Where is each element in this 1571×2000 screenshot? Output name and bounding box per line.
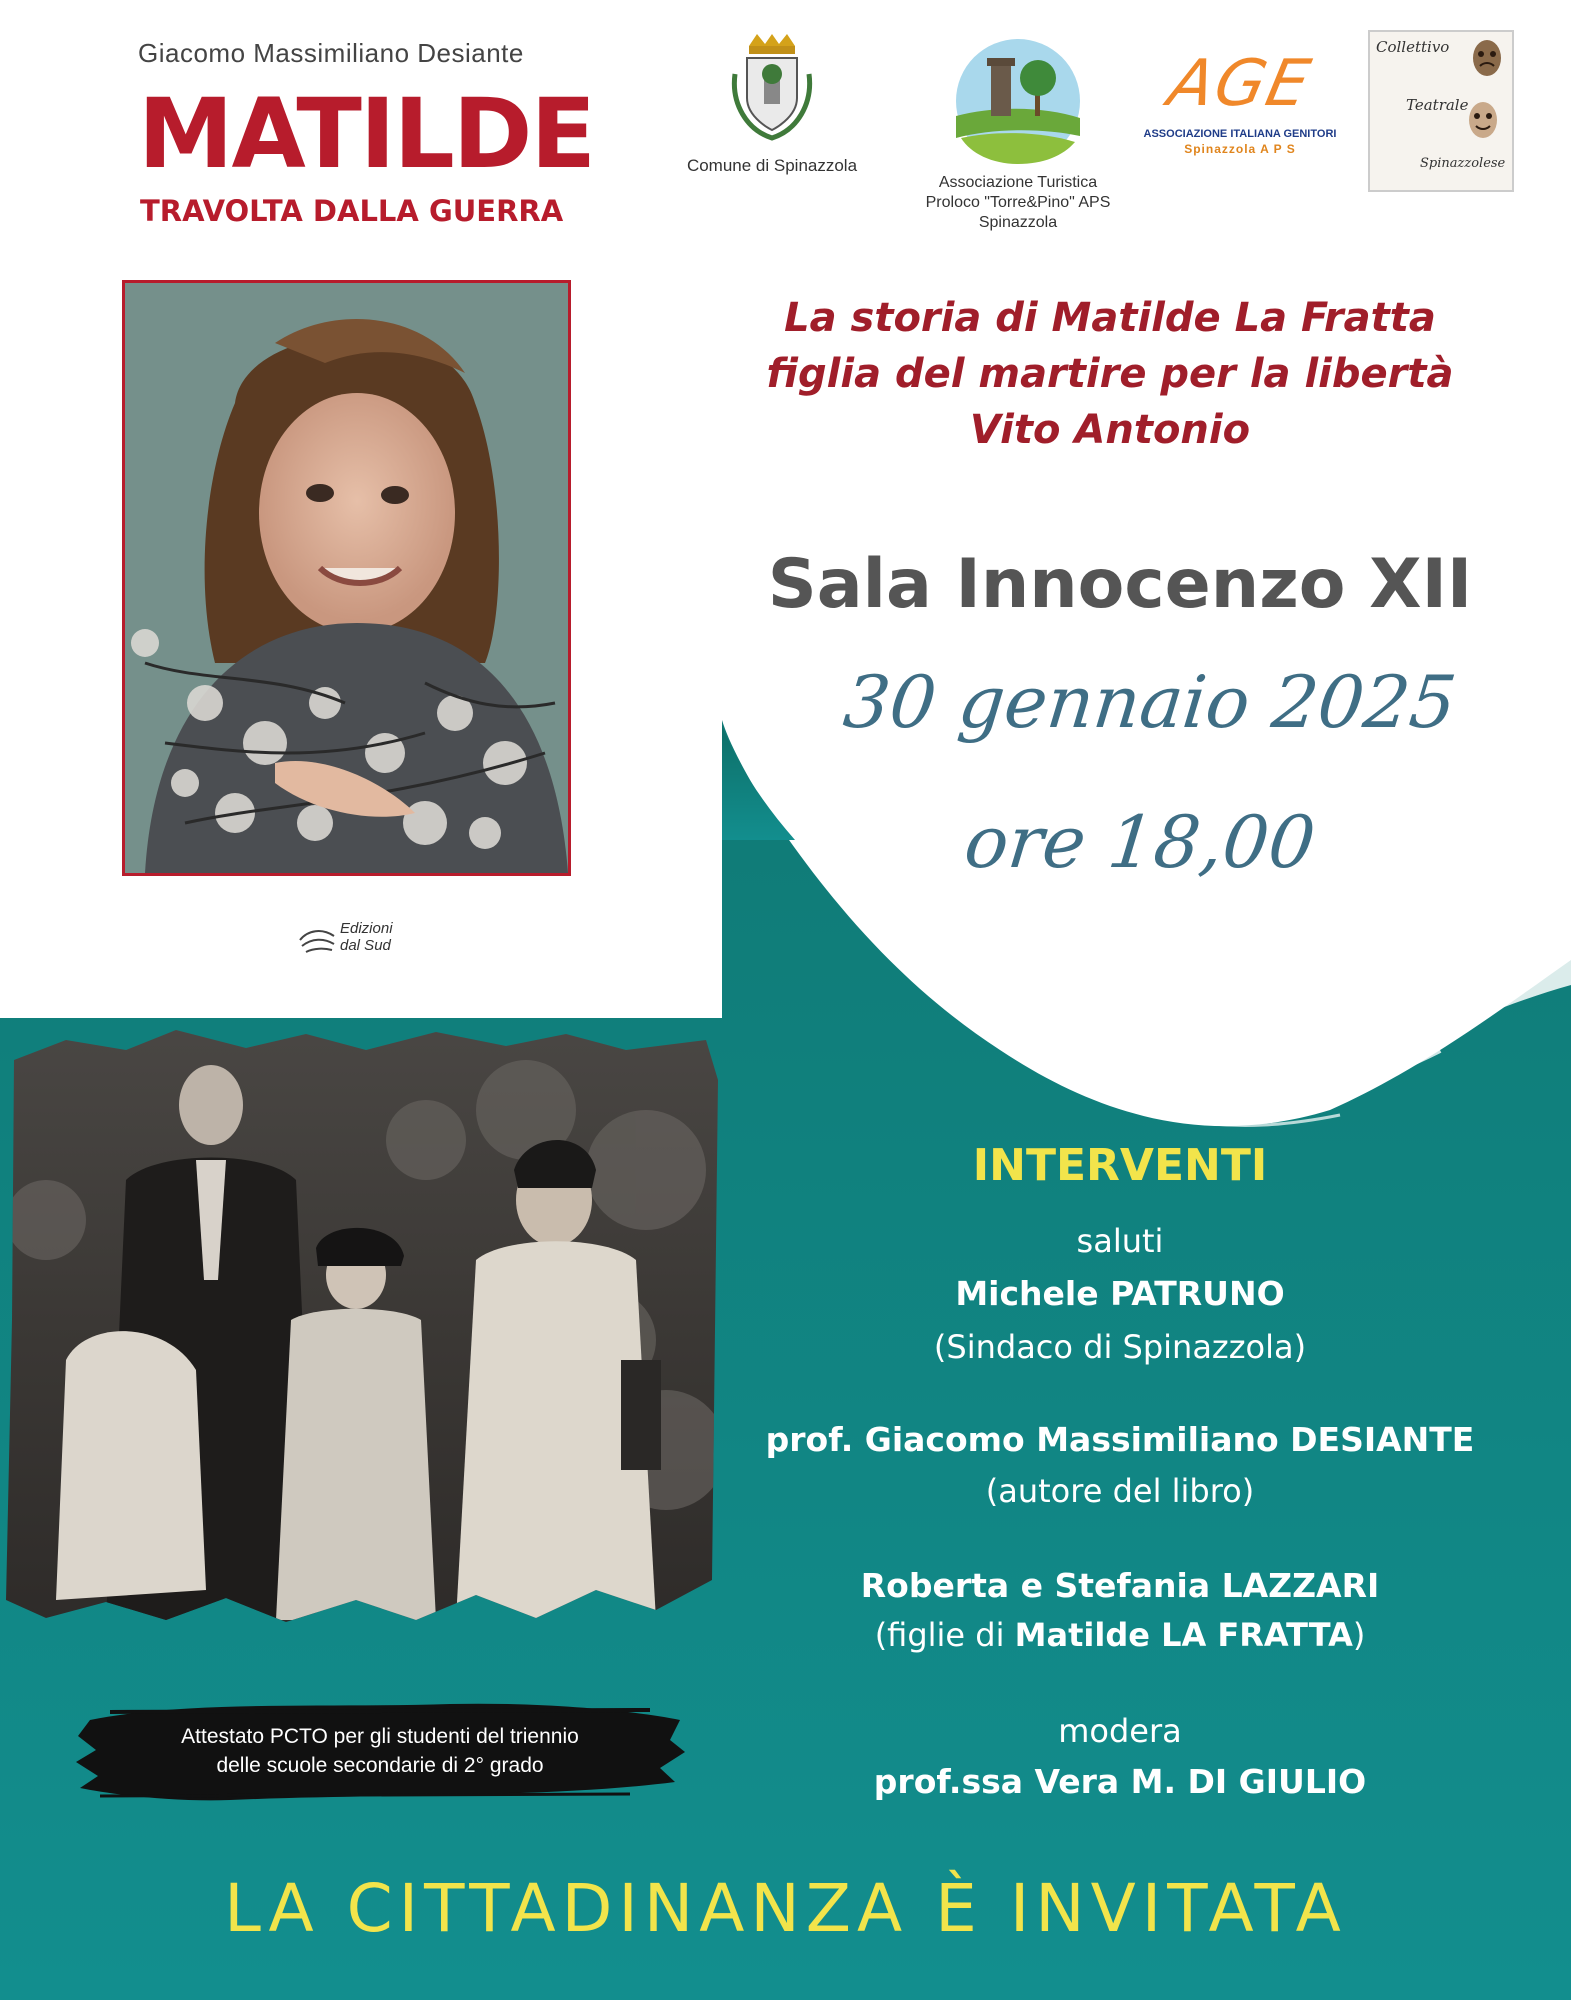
saluti-label: saluti (1076, 1222, 1164, 1260)
theatre-mask-icon (1466, 100, 1500, 140)
tower-pine-icon (953, 36, 1083, 166)
family-photo (6, 1020, 718, 1625)
age-caption-line1: ASSOCIAZIONE ITALIANA GENITORI (1143, 128, 1337, 140)
speaker-patruno-role: (Sindaco di Spinazzola) (933, 1328, 1307, 1366)
speaker-desiante-role: (autore del libro) (985, 1472, 1255, 1510)
invitation-footer: LA CITTADINANZA È INVITATA (224, 1870, 1347, 1947)
role-suffix: ) (1352, 1616, 1366, 1654)
theatre-mask-icon (1470, 38, 1504, 78)
publisher-name-line1: Edizioni (340, 920, 393, 937)
story-headline (740, 290, 1480, 458)
comune-logo (672, 34, 872, 176)
story-line-3: Vito Antonio (969, 407, 1251, 453)
girl-portrait-photo (122, 280, 571, 876)
speaker-patruno: Michele PATRUNO (955, 1274, 1285, 1313)
interventi-title: INTERVENTI (972, 1140, 1268, 1191)
modera-label: modera (1058, 1712, 1182, 1750)
story-line-1: La storia di Matilde La Fratta (784, 295, 1436, 341)
age-logo (1140, 47, 1340, 156)
proloco-logo (908, 36, 1128, 233)
collettivo-t: Teatrale (1406, 96, 1469, 114)
comune-caption: Comune di Spinazzola (686, 156, 858, 175)
moderator-name: prof.ssa Vera M. DI GIULIO (873, 1762, 1367, 1801)
story-line-2: figlia del martire per la libertà (766, 351, 1454, 397)
proloco-caption-line1: Associazione Turistica (938, 174, 1098, 191)
speaker-desiante: prof. Giacomo Massimiliano DESIANTE (765, 1420, 1475, 1459)
publisher-name-line2: dal Sud (340, 937, 391, 955)
proloco-caption-line3: Spinazzola (978, 214, 1058, 231)
venue-name: Sala Innocenzo XII (767, 545, 1473, 624)
event-time: ore 18,00 (960, 800, 1320, 884)
collettivo-c: Collettivo (1376, 38, 1450, 56)
collettivo-s: Spinazzolese (1420, 156, 1506, 171)
age-mark: AGE (1162, 47, 1318, 121)
book-author: Giacomo Massimiliano Desiante (138, 38, 524, 68)
speaker-lazzari-role (700, 1616, 1540, 1654)
role-name: Matilde LA FRATTA (1014, 1616, 1353, 1654)
pcto-line-1: Attestato PCTO per gli studenti del triennio (181, 1725, 579, 1748)
pcto-note (120, 1722, 640, 1781)
proloco-caption-line2: Proloco "Torre&Pino" APS (925, 194, 1111, 211)
book-subtitle: TRAVOLTA DALLA GUERRA (140, 194, 564, 228)
speaker-lazzari: Roberta e Stefania LAZZARI (860, 1566, 1380, 1605)
crest-icon (727, 34, 817, 144)
role-prefix: (figlie di (874, 1616, 1015, 1654)
book-title: MATILDE (138, 78, 595, 190)
collettivo-teatrale-logo (1368, 30, 1514, 192)
age-caption-line2: Spinazzola A P S (1184, 142, 1296, 156)
event-date: 30 gennaio 2025 (839, 660, 1461, 744)
publisher-logo (298, 920, 408, 960)
pcto-line-2: delle scuole secondarie di 2° grado (216, 1754, 544, 1778)
